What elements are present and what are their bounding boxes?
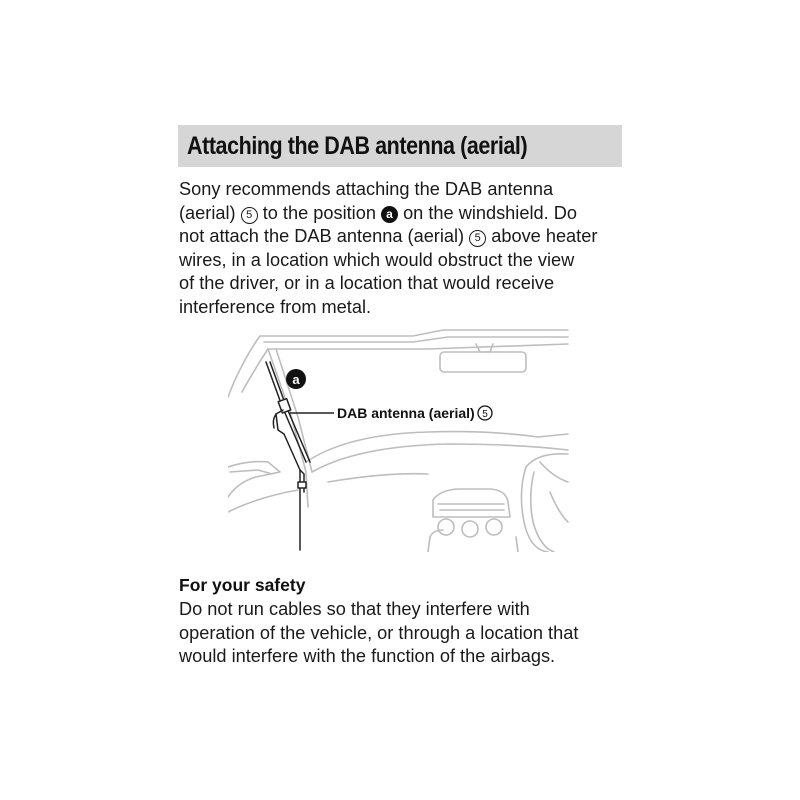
- part-number-5-icon: 5: [241, 207, 258, 224]
- intro-line-2c: on the windshield. Do: [398, 202, 577, 223]
- section-heading-bar: [178, 125, 622, 167]
- safety-line-1: Do not run cables so that they interfere with: [179, 599, 530, 619]
- intro-line-2a: (aerial): [179, 202, 241, 223]
- position-a-icon: a: [381, 206, 398, 223]
- intro-line-5: of the driver, or in a location that would receive: [179, 273, 555, 294]
- intro-line-2: [179, 202, 624, 226]
- callout-part-5-label: 5: [482, 409, 488, 420]
- callout-label: DAB antenna (aerial): [337, 405, 475, 421]
- intro-line-3: [179, 225, 624, 249]
- intro-line-1: [179, 178, 624, 202]
- safety-line-2: operation of the vehicle, or through a location that: [179, 622, 579, 643]
- intro-line-3b: above heater: [486, 226, 598, 247]
- safety-paragraph: [179, 598, 624, 669]
- car-interior-outline: [228, 330, 568, 552]
- part-number-5-icon: 5: [469, 230, 486, 247]
- intro-line-1-text: Sony recommends attaching the DAB antenna: [179, 179, 554, 199]
- windshield-illustration: [228, 322, 578, 552]
- dab-antenna-drawing: [266, 362, 310, 550]
- safety-title: For your safety: [179, 575, 306, 595]
- intro-paragraph: [179, 178, 624, 320]
- position-a-marker-label: a: [292, 372, 300, 387]
- safety-line-3: would interfere with the function of the airbags.: [179, 646, 556, 667]
- intro-line-3a: not attach the DAB antenna (aerial): [179, 226, 470, 247]
- intro-line-6: interference from metal.: [179, 296, 372, 317]
- intro-line-4: wires, in a location which would obstruct the view: [179, 249, 575, 270]
- section-heading: Attaching the DAB antenna (aerial): [187, 131, 528, 160]
- intro-line-2b: to the position: [257, 202, 382, 223]
